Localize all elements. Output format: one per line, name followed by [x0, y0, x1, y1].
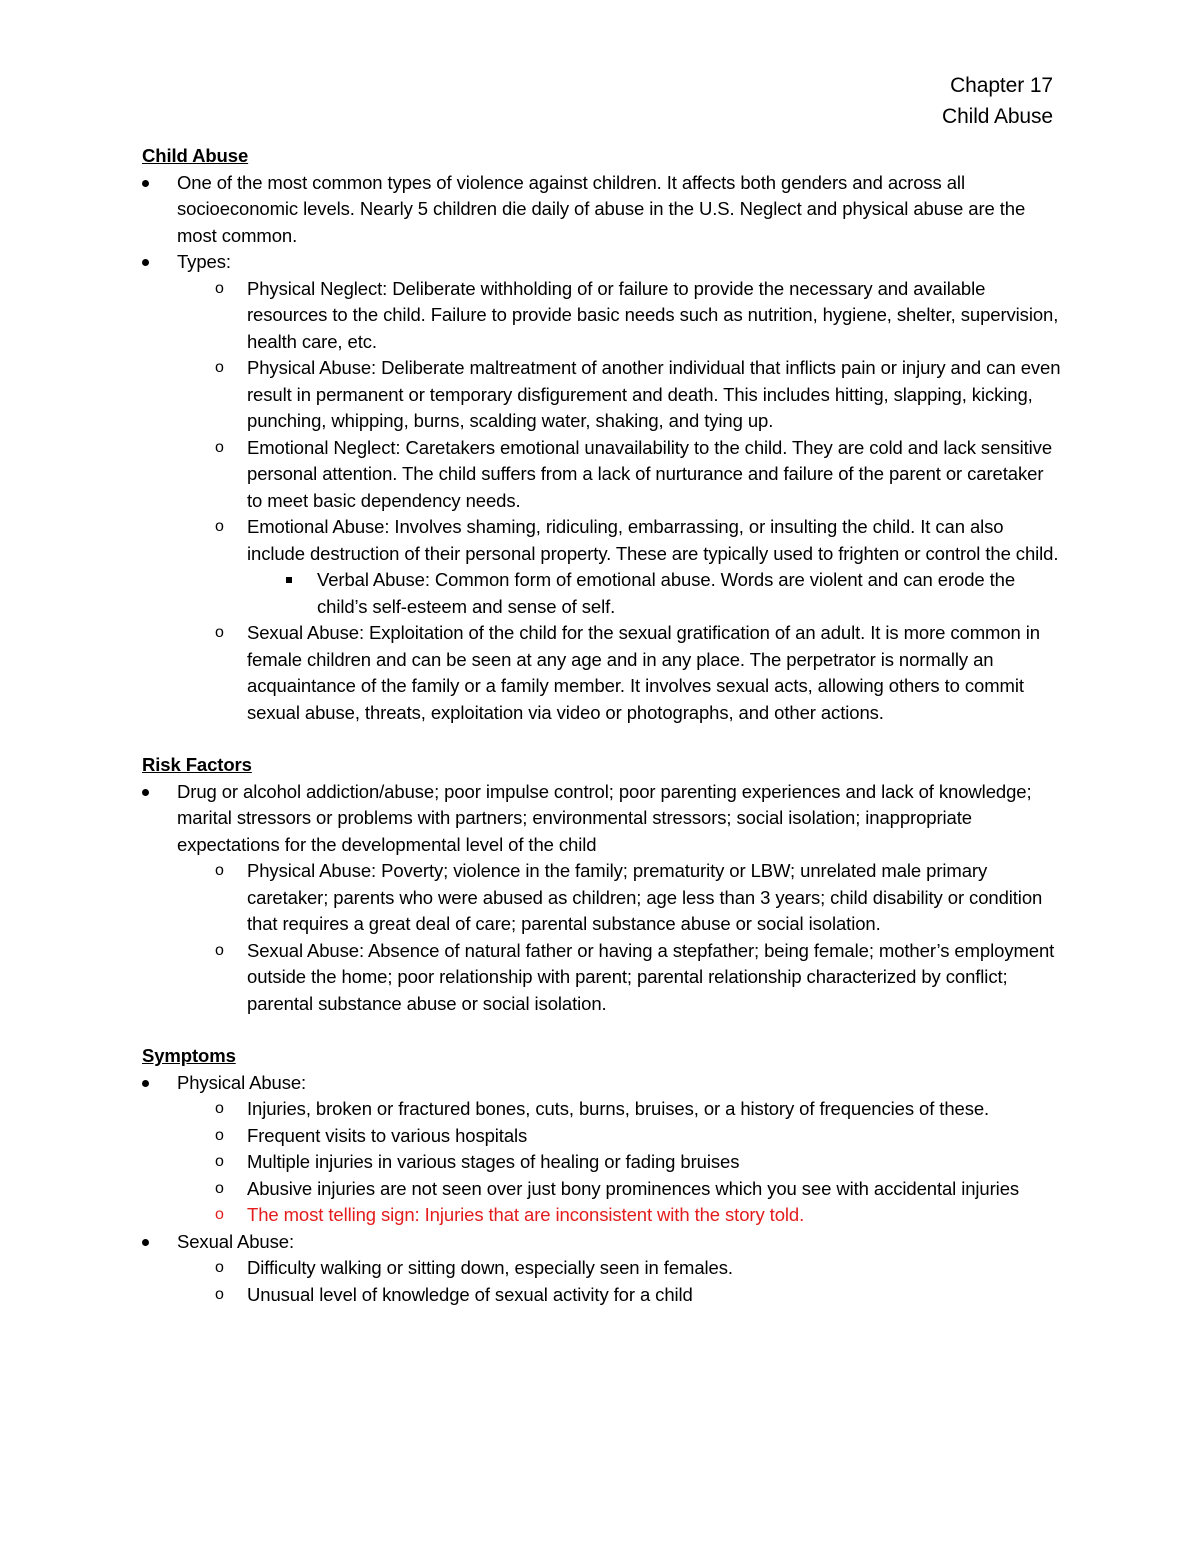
sub-list-item [142, 1149, 1062, 1176]
section-heading: Child Abuse [142, 145, 249, 166]
circle-bullet-icon [215, 1096, 229, 1123]
sub-list-item-text: Injuries, broken or fractured bones, cuts, burns, bruises, or a history of frequencies of these. [247, 1098, 990, 1119]
list-item [142, 170, 1062, 250]
page-header [942, 70, 1053, 132]
sub-sub-list-item-text: Verbal Abuse: Common form of emotional abuse. Words are violent and can erode the child’s self-esteem and sense of self. [317, 569, 1016, 617]
sub-list-item [142, 1176, 1062, 1203]
document-body [142, 143, 1062, 1308]
sub-list-item [142, 1255, 1062, 1282]
list-item-text: Drug or alcohol addiction/abuse; poor impulse control; poor parenting experiences and lack of knowledge; marital stressors or problems with partners; environmental stressors; social isolation; inappropriate expectations for the developmental level of the child [177, 780, 1032, 855]
sub-list-item-text: Emotional Abuse: Involves shaming, ridiculing, embarrassing, or insulting the child. It can also include destruction of their personal property. These are typically used to frighten or control the child. [247, 516, 1059, 564]
sub-list-item-text: Unusual level of knowledge of sexual activity for a child [247, 1283, 693, 1305]
sub-list-item-text: Multiple injuries in various stages of healing or fading bruises [247, 1151, 740, 1172]
sub-list-item [142, 938, 1062, 1018]
sub-list-item-telling-sign [142, 1202, 1062, 1229]
sub-list [177, 1096, 1062, 1229]
circle-bullet-icon [215, 276, 229, 303]
list-item [142, 1070, 1062, 1229]
sub-list [177, 858, 1062, 1017]
circle-bullet-icon [215, 1123, 229, 1150]
chapter-title: Child Abuse [942, 105, 1053, 128]
circle-bullet-icon [215, 1202, 229, 1229]
circle-bullet-icon [215, 514, 229, 541]
telling-sign-text: The most telling sign: Injuries that are inconsistent with the story told. [247, 1204, 805, 1225]
sub-list-item [142, 514, 1062, 620]
sub-list-item [142, 276, 1062, 356]
section-heading: Symptoms [142, 1045, 236, 1066]
chapter-number: Chapter 17 [950, 74, 1053, 97]
list-item-text: Physical Abuse: [177, 1071, 307, 1093]
circle-bullet-icon [215, 938, 229, 965]
sub-list-item [142, 1123, 1062, 1150]
circle-bullet-icon [215, 858, 229, 885]
section-risk-factors [142, 752, 1062, 1017]
sub-list-item-text: Frequent visits to various hospitals [247, 1124, 528, 1146]
list-item-text: One of the most common types of violence against children. It affects both genders and across all socioeconomic levels. Nearly 5 children die daily of abuse in the U.S. Neglect and physical abuse are the most common. [177, 171, 1026, 246]
circle-bullet-icon [215, 1176, 229, 1203]
circle-bullet-icon [215, 355, 229, 382]
bullet-icon [142, 1080, 149, 1087]
sub-list-item [142, 1282, 1062, 1309]
sub-list [177, 276, 1062, 727]
section-symptoms [142, 1043, 1062, 1308]
sub-list-item-text: Physical Abuse: Poverty; violence in the family; prematurity or LBW; unrelated male primary caretaker; parents who were abused as children; age less than 3 years; child disability or condition that requires a great deal of care; parental substance abuse or social isolation. [247, 860, 1043, 934]
sub-list [177, 1255, 1062, 1308]
sub-list-item [142, 355, 1062, 435]
section-child-abuse [142, 143, 1062, 726]
sub-sub-list-item [142, 567, 1062, 620]
list-item [142, 779, 1062, 1018]
sub-sub-list [247, 567, 1062, 620]
section-heading: Risk Factors [142, 754, 252, 775]
sub-list-item [142, 1096, 1062, 1123]
circle-bullet-icon [215, 1255, 229, 1282]
bullet-icon [142, 180, 149, 187]
sub-list-item [142, 620, 1062, 726]
circle-bullet-icon [215, 620, 229, 647]
bullet-list [142, 170, 1062, 727]
sub-list-item-text: Sexual Abuse: Absence of natural father or having a stepfather; being female; mother’s employment outside the home; poor relationship with parent; parental relationship characterized by conflict; parental substance abuse or social isolation. [247, 939, 1055, 1014]
list-item [142, 249, 1062, 726]
bullet-icon [142, 1239, 149, 1246]
circle-bullet-icon [215, 1149, 229, 1176]
sub-list-item [142, 435, 1062, 515]
bullet-list [142, 1070, 1062, 1309]
sub-list-item-text: Sexual Abuse: Exploitation of the child for the sexual gratification of an adult. It is more common in female children and can be seen at any age and in any place. The perpetrator is normally an acquaintance of the family or a family member. It involves sexual acts, allowing others to commit sexual abuse, threats, exploitation via video or photographs, and other actions. [247, 622, 1040, 723]
sub-list-item-text: Emotional Neglect: Caretakers emotional unavailability to the child. They are cold and lack sensitive personal attention. The child suffers from a lack of nurturance and failure of the parent or caretaker to meet basic dependency needs. [247, 436, 1053, 511]
sub-list-item-text: Difficulty walking or sitting down, especially seen in females. [247, 1257, 733, 1278]
sub-list-item-text: Physical Neglect: Deliberate withholding of or failure to provide the necessary and available resources to the child. Failure to provide basic needs such as nutrition, hygiene, shelter, supervision, health care, etc. [247, 277, 1059, 352]
list-item-text: Types: [177, 251, 231, 272]
circle-bullet-icon [215, 435, 229, 462]
sub-list-item-text: Physical Abuse: Deliberate maltreatment of another individual that inflicts pain or injury and can even result in permanent or temporary disfigurement and death. This includes hitting, slapping, kicking, punching, whipping, burns, scalding water, shaking, and tying up. [247, 357, 1061, 431]
list-item-text: Sexual Abuse: [177, 1230, 294, 1252]
square-bullet-icon [286, 577, 292, 583]
bullet-icon [142, 789, 149, 796]
bullet-icon [142, 259, 149, 266]
sub-list-item-text: Abusive injuries are not seen over just bony prominences which you see with accidental injuries [247, 1177, 1020, 1199]
list-item [142, 1229, 1062, 1309]
bullet-list [142, 779, 1062, 1018]
sub-list-item [142, 858, 1062, 938]
circle-bullet-icon [215, 1282, 229, 1309]
